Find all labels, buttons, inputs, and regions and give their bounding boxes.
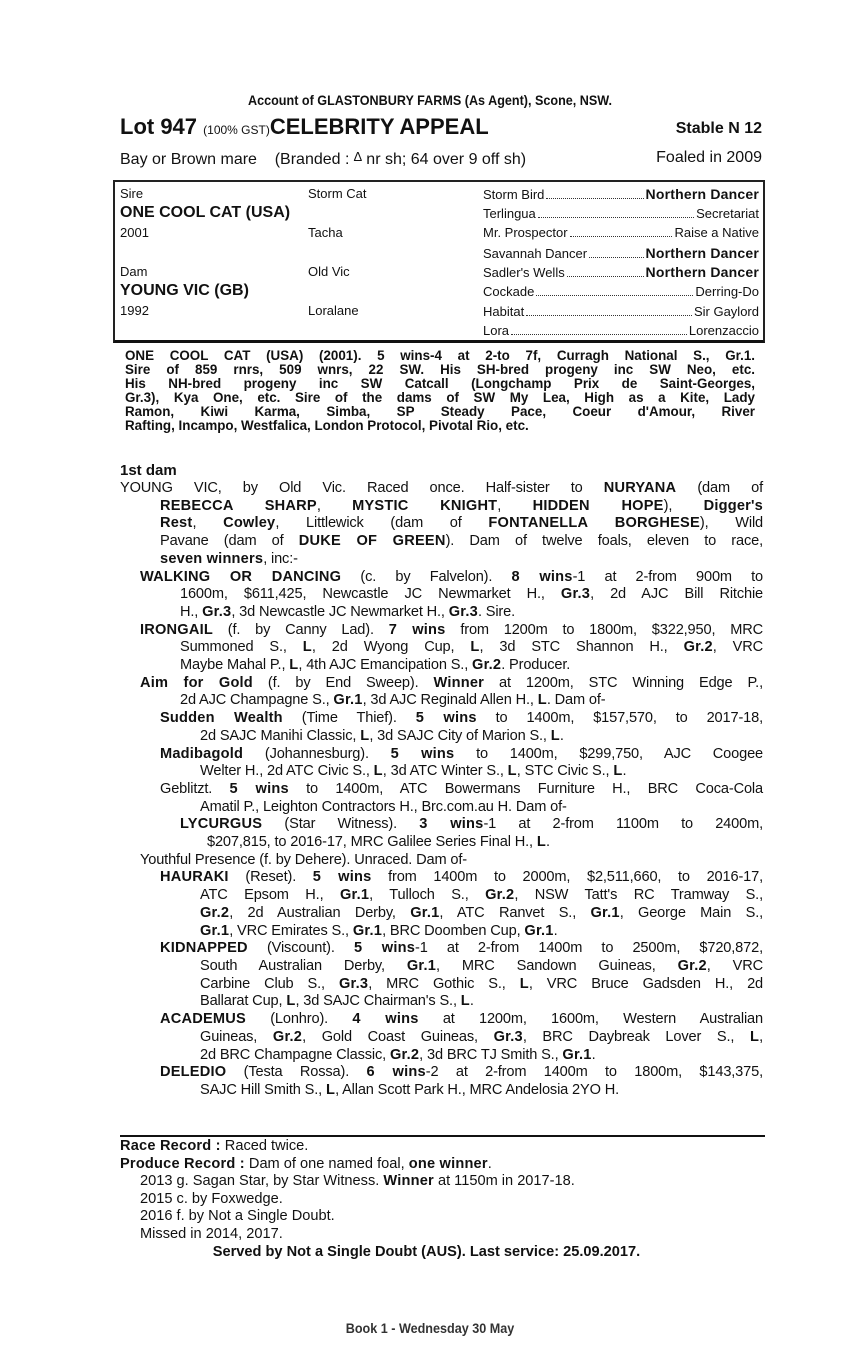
progeny-entry bbox=[120, 869, 763, 940]
text: (Viscount). bbox=[247, 940, 354, 957]
dam-year: 1992 bbox=[120, 303, 149, 318]
text: YOUNG VIC, by Old Vic. Raced once. Half-sister to bbox=[120, 480, 604, 496]
text-line bbox=[120, 710, 763, 728]
text: -1 at 2-from 1100m to 2400m, bbox=[483, 816, 763, 833]
text: , STC Civic S., bbox=[516, 763, 614, 780]
bold-text: Rest bbox=[160, 515, 193, 532]
text: , MRC Gothic S., bbox=[368, 975, 520, 992]
ancestor-row bbox=[483, 186, 759, 202]
bold-text: ACADEMUS bbox=[160, 1011, 246, 1028]
ancestor-sire: Northern Dancer bbox=[645, 186, 759, 202]
bold-text: Gr.2 bbox=[677, 957, 707, 974]
description-text-2: nr sh; 64 over 9 off sh) bbox=[361, 151, 527, 168]
text: (Reset). bbox=[228, 869, 313, 886]
bold-text: L bbox=[360, 727, 370, 744]
text: , bbox=[316, 497, 353, 514]
text: Guineas, bbox=[200, 1028, 273, 1045]
lot-number: Lot 947 bbox=[120, 114, 198, 139]
bold-text: Gr.3 bbox=[202, 603, 232, 620]
text: , 3d SAJC Chairman's S., bbox=[295, 993, 461, 1010]
record-text: 2013 g. Sagan Star, by Star Witness. bbox=[140, 1173, 384, 1190]
text: , 3d SAJC City of Marion S., bbox=[369, 727, 551, 744]
text: , VRC bbox=[712, 639, 764, 656]
text: (Johannesburg). bbox=[243, 745, 391, 762]
ancestor-sire: Lorenzaccio bbox=[688, 323, 759, 339]
dotted-leader bbox=[589, 257, 643, 258]
text-line bbox=[120, 1064, 763, 1082]
ancestor-name: Sadler's Wells bbox=[483, 265, 565, 281]
bold-text: MYSTIC KNIGHT bbox=[352, 497, 498, 514]
text: 2d BRC Champagne Classic, bbox=[200, 1046, 390, 1063]
dam-name: YOUNG VIC (GB) bbox=[120, 282, 249, 299]
bold-text: 5 wins bbox=[229, 780, 289, 797]
bold-text: DELEDIO bbox=[160, 1064, 227, 1081]
divider bbox=[120, 1135, 765, 1137]
horse-name: CELEBRITY APPEAL bbox=[269, 114, 489, 139]
text: 2d SAJC Manihi Classic, bbox=[200, 727, 361, 744]
text: . Dam of- bbox=[546, 692, 606, 709]
text: , MRC Sandown Guineas, bbox=[436, 957, 678, 974]
text: . bbox=[591, 1046, 596, 1063]
dotted-leader bbox=[511, 334, 687, 335]
bold-text: Sudden Wealth bbox=[160, 710, 283, 727]
text: Youthful Presence (f. by Dehere). Unraced. Dam of- bbox=[140, 851, 467, 868]
bold-text: REBECCA SHARP bbox=[160, 497, 317, 514]
service-note: Served by Not a Single Doubt (AUS). Last service: 25.09.2017. bbox=[212, 1243, 641, 1260]
text: H., bbox=[180, 603, 203, 620]
text: (Time Thief). bbox=[282, 710, 416, 727]
stable-location: Stable N 12 bbox=[675, 120, 762, 137]
dam-dam: Loralane bbox=[308, 303, 359, 318]
text-line bbox=[120, 480, 763, 498]
text: , Littlewick (dam of bbox=[275, 515, 489, 532]
bold-text: 5 wins bbox=[312, 869, 372, 886]
text: Summoned S., bbox=[180, 639, 303, 656]
text: . bbox=[559, 727, 564, 744]
bold-text: DUKE OF GREEN bbox=[298, 533, 446, 550]
dam-label: Dam bbox=[120, 264, 148, 279]
bold-text: 3 wins bbox=[419, 816, 484, 833]
ancestor-sire: Secretariat bbox=[696, 205, 759, 221]
record-text: Dam of one named foal, bbox=[244, 1155, 409, 1172]
progeny-entry bbox=[120, 1011, 763, 1064]
sire-summary-line: Sire of 859 rnrs, 509 wnrs, 22 SW. His SH-bred progeny inc SW Neo, etc. bbox=[125, 362, 755, 377]
text: , 3d BRC TJ Smith S., bbox=[419, 1046, 563, 1063]
text: ), Wild bbox=[699, 515, 764, 532]
text-line bbox=[120, 498, 763, 516]
dotted-leader bbox=[526, 315, 692, 316]
text-line bbox=[120, 993, 763, 1011]
text: Welter H., 2d ATC Civic S., bbox=[200, 763, 374, 780]
sire-year: 2001 bbox=[120, 225, 149, 240]
ancestor-row bbox=[483, 206, 759, 221]
bold-text: 7 wins bbox=[388, 621, 446, 638]
text-line bbox=[120, 816, 763, 834]
sire-name: ONE COOL CAT (USA) bbox=[120, 204, 291, 221]
text-line bbox=[120, 728, 763, 746]
ancestor-row bbox=[483, 323, 759, 338]
bold-text: L bbox=[286, 993, 296, 1010]
bold-text: KIDNAPPED bbox=[160, 940, 248, 957]
text: . Sire. bbox=[477, 603, 516, 620]
pedigree-table bbox=[113, 180, 765, 343]
text: (Testa Rossa). bbox=[226, 1064, 367, 1081]
progeny-entry bbox=[120, 816, 763, 851]
record-line bbox=[120, 1156, 763, 1174]
bold-text: Gr.1 bbox=[524, 922, 554, 939]
text-line bbox=[120, 622, 763, 640]
bold-text: Gr.2 bbox=[472, 657, 502, 674]
sire-summary-line: ONE COOL CAT (USA) (2001). 5 wins-4 at 2-to 7f, Curragh National S., Gr.1. bbox=[125, 348, 755, 363]
text: -2 at 2-from 1400m to 1800m, $143,375, bbox=[425, 1064, 763, 1081]
text: (Lonhro). bbox=[245, 1011, 353, 1028]
record-label: Race Record : bbox=[120, 1138, 221, 1154]
bold-text: Gr.1 bbox=[406, 957, 437, 974]
sire-summary-line: His NH-bred progeny inc SW Catcall (Longchamp Prix de Saint-Georges, bbox=[125, 376, 755, 391]
text: , 3d STC Shannon H., bbox=[479, 639, 684, 656]
text-line bbox=[120, 781, 763, 799]
progeny-entry bbox=[120, 852, 763, 870]
bold-text: L bbox=[537, 692, 547, 709]
bold-text: NURYANA bbox=[603, 480, 677, 496]
ancestor-row bbox=[483, 304, 759, 319]
text: , inc:- bbox=[263, 550, 298, 567]
ancestor-sire: Raise a Native bbox=[674, 225, 759, 241]
text-line bbox=[120, 940, 763, 958]
text: . bbox=[545, 834, 550, 851]
first-dam-heading: 1st dam bbox=[120, 462, 177, 479]
text: (f. by Canny Lad). bbox=[212, 621, 389, 638]
text-line bbox=[120, 1011, 763, 1029]
bold-text: Gr.2 bbox=[272, 1028, 303, 1045]
horse-description bbox=[120, 149, 526, 169]
sire-summary-line: Ramon, Kiwi Karma, Simba, SP Steady Pace, Coeur d'Amour, River bbox=[125, 404, 755, 419]
bold-text: Digger's bbox=[703, 497, 763, 514]
text: South Australian Derby, bbox=[200, 957, 407, 974]
text-line bbox=[120, 958, 763, 976]
bold-text: L bbox=[749, 1028, 760, 1045]
text-line bbox=[120, 533, 763, 551]
bold-text: L bbox=[373, 763, 383, 780]
text-line bbox=[120, 586, 763, 604]
record-line bbox=[120, 1138, 763, 1156]
dotted-leader bbox=[538, 217, 694, 218]
text-line bbox=[120, 976, 763, 994]
bold-text: L bbox=[519, 975, 529, 992]
bold-text: Gr.2 bbox=[485, 887, 515, 904]
text: , 4th AJC Emancipation S., bbox=[298, 657, 473, 674]
record-line bbox=[120, 1208, 763, 1226]
bold-text: Gr.1 bbox=[339, 887, 370, 904]
text: , Gold Coast Guineas, bbox=[302, 1028, 494, 1045]
bold-text: Gr.1 bbox=[200, 922, 230, 939]
text-line bbox=[120, 551, 763, 569]
record-line bbox=[120, 1173, 763, 1191]
progeny-entry bbox=[120, 746, 763, 781]
text: , George Main S., bbox=[619, 904, 763, 921]
text: from 1200m to 1800m, $322,950, MRC bbox=[445, 621, 763, 638]
progeny-entry bbox=[120, 781, 763, 816]
bold-text: HAURAKI bbox=[160, 869, 229, 886]
bold-text: L bbox=[550, 727, 560, 744]
ancestor-name: Terlingua bbox=[483, 205, 536, 221]
sire-summary-line: Gr.3), Kya One, etc. Sire of the dams of SW My Lea, High as a Kite, Lady bbox=[125, 390, 755, 405]
text: to 1400m, $157,570, to 2017-18, bbox=[476, 710, 763, 727]
lot-title bbox=[120, 114, 489, 140]
records-section bbox=[120, 1138, 763, 1261]
text: Ballarat Cup, bbox=[200, 993, 287, 1010]
text-line bbox=[120, 1082, 763, 1100]
description-text: Bay or Brown mare (Branded : bbox=[120, 151, 354, 168]
foaled-year: Foaled in 2009 bbox=[656, 149, 762, 166]
progeny-entry bbox=[120, 710, 763, 745]
bold-text: L bbox=[289, 657, 299, 674]
text: SAJC Hill Smith S., bbox=[200, 1081, 326, 1098]
bold-text: HIDDEN HOPE bbox=[532, 497, 664, 514]
text: , Allan Scott Park H., MRC Andelosia 2YO H. bbox=[335, 1081, 619, 1098]
ancestor-name: Lora bbox=[483, 323, 510, 339]
bold-text: Gr.1 bbox=[410, 904, 440, 921]
bold-text: L bbox=[470, 639, 480, 656]
text-line bbox=[120, 604, 763, 622]
text-line bbox=[120, 905, 763, 923]
text: (dam of bbox=[676, 480, 763, 496]
ancestor-name: Savannah Dancer bbox=[483, 245, 588, 261]
text: , 3d Newcastle JC Newmarket H., bbox=[231, 603, 449, 620]
text-line bbox=[120, 1029, 763, 1047]
bold-text: 5 wins bbox=[353, 940, 416, 957]
sire-dam: Tacha bbox=[308, 225, 343, 240]
bold-text: FONTANELLA BORGHESE bbox=[488, 515, 700, 532]
text-line bbox=[120, 692, 763, 710]
bold-text: L bbox=[613, 763, 623, 780]
text: , Tulloch S., bbox=[369, 887, 486, 904]
text-line bbox=[120, 869, 763, 887]
text: to 1400m, $299,750, AJC Coogee bbox=[454, 745, 764, 762]
text: . bbox=[469, 993, 474, 1010]
text: -1 at 2-from 1400m to 2500m, $720,872, bbox=[415, 940, 763, 957]
text-line bbox=[120, 1047, 763, 1065]
text-line bbox=[120, 799, 763, 817]
text-line bbox=[120, 746, 763, 764]
text: 2d AJC Champagne S., bbox=[180, 692, 334, 709]
bold-text: L bbox=[536, 834, 546, 851]
progeny-entry bbox=[120, 940, 763, 1011]
record-line bbox=[120, 1191, 763, 1209]
gst-note: (100% GST) bbox=[203, 123, 270, 137]
ancestor-sire: Sir Gaylord bbox=[693, 303, 759, 319]
text-line bbox=[120, 887, 763, 905]
text: , 3d ATC Winter S., bbox=[382, 763, 508, 780]
text: , NSW Tatt's RC Tramway S., bbox=[514, 887, 763, 904]
bold-text: Gr.2 bbox=[683, 639, 713, 656]
bold-text: 4 wins bbox=[352, 1011, 419, 1028]
text: . bbox=[622, 763, 627, 780]
ancestor-row bbox=[483, 264, 759, 280]
dotted-leader bbox=[536, 295, 693, 296]
text: at 1200m, STC Winning Edge P., bbox=[484, 674, 763, 691]
bold-text: Aim for Gold bbox=[140, 674, 253, 691]
text: (c. by Falvelon). bbox=[341, 568, 512, 585]
ancestor-name: Storm Bird bbox=[483, 187, 545, 202]
ancestor-sire: Northern Dancer bbox=[645, 244, 759, 261]
dam-sire: Old Vic bbox=[308, 264, 350, 279]
record-label: one winner bbox=[408, 1155, 488, 1172]
brand-icon: ∆ bbox=[353, 149, 362, 164]
ancestor-row bbox=[483, 284, 759, 299]
bold-text: 8 wins bbox=[511, 568, 573, 585]
text: from 1400m to 2000m, $2,511,660, to 2016-17, bbox=[371, 869, 764, 886]
ancestor-sire: Northern Dancer bbox=[645, 264, 759, 281]
text: ). Dam of twelve foals, eleven to race, bbox=[445, 533, 764, 550]
text: Pavane (dam of bbox=[160, 533, 299, 550]
record-text: Missed in 2014, 2017. bbox=[140, 1225, 283, 1242]
dotted-leader bbox=[567, 276, 644, 277]
bold-text: L bbox=[302, 639, 312, 656]
dotted-leader bbox=[546, 198, 643, 199]
bold-text: Cowley bbox=[223, 515, 276, 532]
record-text: 2016 f. by Not a Single Doubt. bbox=[140, 1208, 335, 1225]
text: ATC Epsom H., bbox=[200, 887, 340, 904]
bold-text: Madibagold bbox=[160, 745, 244, 762]
text-line bbox=[120, 639, 763, 657]
text: , 2d AJC Bill Ritchie bbox=[590, 586, 763, 603]
sire-label: Sire bbox=[120, 186, 144, 201]
text: . bbox=[553, 922, 558, 939]
text: to 1400m, ATC Bowermans Furniture H., BRC Coca-Cola bbox=[288, 780, 763, 797]
text: Geblitzt. bbox=[160, 780, 230, 797]
sire-summary-line: Rafting, Incampo, Westfalica, London Protocol, Pivotal Rio, etc. bbox=[125, 418, 529, 433]
text-line bbox=[120, 834, 763, 852]
text: , VRC bbox=[706, 957, 764, 974]
ancestor-name: Cockade bbox=[483, 284, 535, 299]
text: -1 at 2-from 900m to bbox=[572, 568, 763, 585]
bold-text: IRONGAIL bbox=[140, 621, 213, 638]
text-line bbox=[120, 569, 763, 587]
text: Amatil P., Leighton Contractors H., Brc.com.au H. Dam of- bbox=[200, 798, 567, 815]
bold-text: Gr.1 bbox=[352, 922, 383, 939]
bold-text: 6 wins bbox=[366, 1064, 426, 1081]
ancestor-name: Habitat bbox=[483, 303, 525, 319]
record-text: . bbox=[487, 1155, 492, 1172]
text: , 2d Wyong Cup, bbox=[311, 639, 471, 656]
text: 1600m, $611,425, Newcastle JC Newmarket H., bbox=[180, 586, 561, 603]
ancestor-row bbox=[483, 245, 759, 261]
bold-text: seven winners bbox=[160, 550, 264, 567]
text: . Producer. bbox=[501, 657, 571, 674]
ancestor-name: Mr. Prospector bbox=[483, 225, 568, 241]
record-text: 2015 c. by Foxwedge. bbox=[140, 1190, 283, 1207]
bold-text: Winner bbox=[433, 674, 485, 691]
text-line bbox=[120, 763, 763, 781]
bold-text: 5 wins bbox=[415, 710, 477, 727]
bold-text: Gr.1 bbox=[590, 904, 620, 921]
record-label: Winner bbox=[383, 1173, 434, 1190]
progeny-entry bbox=[120, 480, 763, 569]
text: , 2d Australian Derby, bbox=[229, 904, 411, 921]
text: , BRC Doomben Cup, bbox=[382, 922, 525, 939]
vendor-account: Account of GLASTONBURY FARMS (As Agent), Scone, NSW. bbox=[247, 92, 613, 108]
text-line bbox=[120, 852, 763, 870]
text: , VRC Bruce Gadsden H., 2d bbox=[528, 975, 763, 992]
text: (f. by End Sweep). bbox=[252, 674, 434, 691]
text: , VRC Emirates S., bbox=[229, 922, 353, 939]
bold-text: Gr.1 bbox=[562, 1046, 592, 1063]
text: at 1200m, 1600m, Western Australian bbox=[418, 1011, 763, 1028]
text: $207,815, to 2016-17, MRC Galilee Series Final H., bbox=[207, 834, 537, 851]
text: Carbine Club S., bbox=[200, 975, 339, 992]
record-text: at 1150m in 2017-18. bbox=[433, 1173, 575, 1190]
bold-text: 5 wins bbox=[390, 745, 455, 762]
text-line bbox=[120, 675, 763, 693]
bold-text: Gr.2 bbox=[389, 1046, 420, 1063]
bold-text: Gr.3 bbox=[560, 586, 591, 603]
bold-text: Gr.1 bbox=[333, 692, 363, 709]
dotted-leader bbox=[570, 236, 673, 237]
text: , 3d AJC Reginald Allen H., bbox=[362, 692, 538, 709]
sire-summary bbox=[125, 349, 755, 433]
bold-text: Gr.3 bbox=[338, 975, 369, 992]
ancestor-row bbox=[483, 225, 759, 240]
text: , ATC Ranvet S., bbox=[439, 904, 591, 921]
text: (Star Witness). bbox=[262, 816, 420, 833]
bold-text: Gr.3 bbox=[448, 603, 478, 620]
progeny-entry bbox=[120, 1064, 763, 1099]
bold-text: L bbox=[460, 993, 470, 1010]
text-line bbox=[120, 923, 763, 941]
record-text: Raced twice. bbox=[220, 1138, 309, 1154]
progeny-entry bbox=[120, 675, 763, 710]
progeny-entry bbox=[120, 622, 763, 675]
text: , BRC Daybreak Lover S., bbox=[522, 1028, 750, 1045]
bold-text: Gr.3 bbox=[493, 1028, 523, 1045]
record-line bbox=[120, 1226, 763, 1244]
page-footer: Book 1 - Wednesday 30 May bbox=[345, 1320, 515, 1336]
bold-text: LYCURGUS bbox=[180, 816, 263, 833]
record-label: Produce Record : bbox=[120, 1155, 245, 1172]
text: ), bbox=[663, 497, 704, 514]
text-line bbox=[120, 657, 763, 675]
text-line bbox=[120, 515, 763, 533]
bold-text: WALKING OR DANCING bbox=[140, 568, 342, 585]
progeny-entry bbox=[120, 569, 763, 622]
bold-text: L bbox=[325, 1081, 336, 1098]
sire-sire: Storm Cat bbox=[308, 186, 367, 201]
text: , bbox=[497, 497, 533, 514]
text: , bbox=[759, 1028, 763, 1045]
text: Maybe Mahal P., bbox=[180, 657, 290, 674]
first-dam-section bbox=[120, 480, 763, 1100]
bold-text: Gr.2 bbox=[200, 904, 230, 921]
ancestor-sire: Derring-Do bbox=[695, 284, 759, 299]
text: , bbox=[192, 515, 224, 532]
bold-text: L bbox=[507, 763, 517, 780]
